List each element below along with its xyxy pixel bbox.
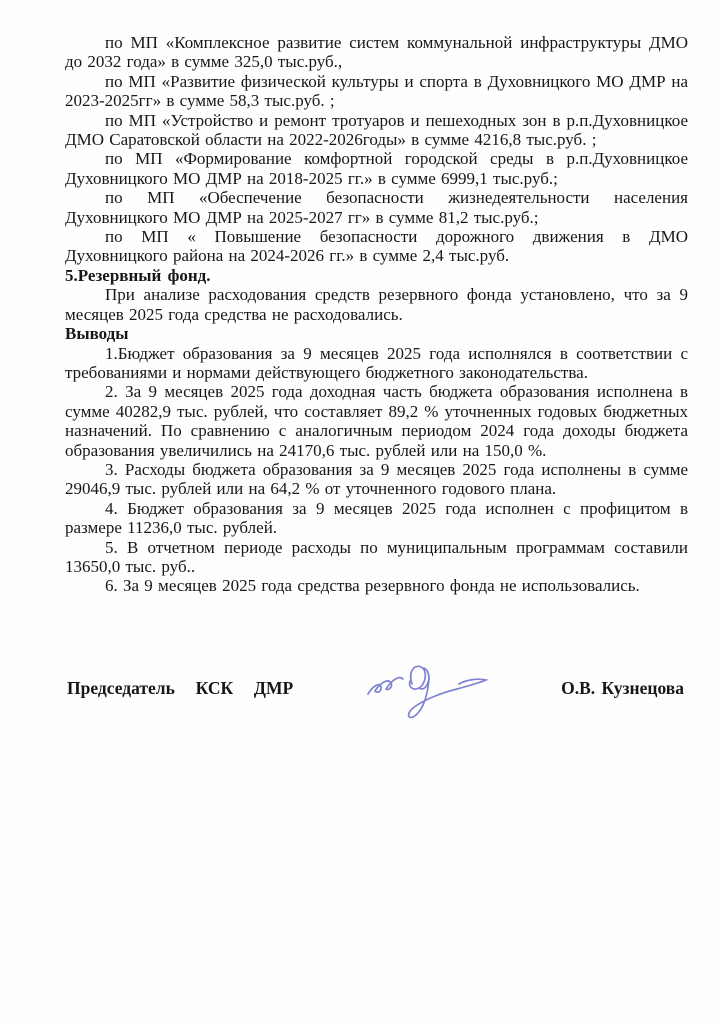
conclusion-5: 5. В отчетном периоде расходы по муниципальным программам составили 13650,0 тыс. руб.. [65, 537, 688, 576]
paragraph-mp-road-safety: по МП « Повышение безопасности дорожного движения в ДМО Духовницкого района на 2024-2026 гг.» в сумме 2,4 тыс.руб. [65, 227, 688, 266]
signature-block [65, 652, 688, 742]
paragraph-mp-sport: по МП «Развитие физической культуры и спорта в Духовницкого МО ДМР на 2023-2025гг» в сумме 58,3 тыс.руб. ; [65, 71, 688, 111]
signatory-name: О.В. Кузнецова [561, 677, 684, 698]
paragraph-reserve-analysis: При анализе расходования средств резервного фонда установлено, что за 9 месяцев 2025 года средства не расходовались. [65, 285, 688, 324]
conclusion-2: 2. За 9 месяцев 2025 года доходная часть бюджета образования исполнена в сумме 40282,9 тыс. рублей, что составляет 89,2 % уточненных годовых бюджетных назначений. По сравнению с аналогичным периодом 2024 года доходы бюджета образования увеличились на 24170,6 тыс. рублей или на 150,0 %. [65, 382, 688, 460]
signatory-title: Председатель КСК ДМР [67, 677, 294, 698]
conclusion-1: 1.Бюджет образования за 9 месяцев 2025 года исполнялся в соответствии с требованиями и нормами действующего бюджетного законодательства. [65, 343, 688, 382]
conclusion-6: 6. За 9 месяцев 2025 года средства резервного фонда не использовались. [105, 576, 640, 596]
conclusion-3: 3. Расходы бюджета образования за 9 месяцев 2025 года исполнены в сумме 29046,9 тыс. рублей или на 64,2 % от уточненного годового плана. [65, 459, 688, 499]
paragraph-mp-infrastructure: по МП «Комплексное развитие систем коммунальной инфраструктуры ДМО до 2032 года» в сумме 325,0 тыс.руб., [65, 33, 688, 72]
heading-conclusions: Выводы [65, 324, 129, 344]
heading-reserve-fund: 5.Резервный фонд. [65, 265, 211, 285]
paragraph-mp-life-safety: по МП «Обеспечение безопасности жизнедеятельности населения Духовницкого МО ДМР на 2025-2027 гг» в сумме 81,2 тыс.руб.; [65, 188, 688, 227]
conclusion-4: 4. Бюджет образования за 9 месяцев 2025 года исполнен с профицитом в размере 11236,0 тыс. рублей. [65, 498, 688, 538]
paragraph-mp-sidewalks: по МП «Устройство и ремонт тротуаров и пешеходных зон в р.п.Духовницкое ДМО Саратовской области на 2022-2026годы» в сумме 4216,8 тыс.руб. ; [65, 110, 688, 150]
paragraph-mp-urban-env: по МП «Формирование комфортной городской среды в р.п.Духовницкое Духовницкого МО ДМР на 2018-2025 гг.» в сумме 6999,1 тыс.руб.; [65, 149, 688, 188]
handwritten-signature-icon [365, 660, 493, 724]
